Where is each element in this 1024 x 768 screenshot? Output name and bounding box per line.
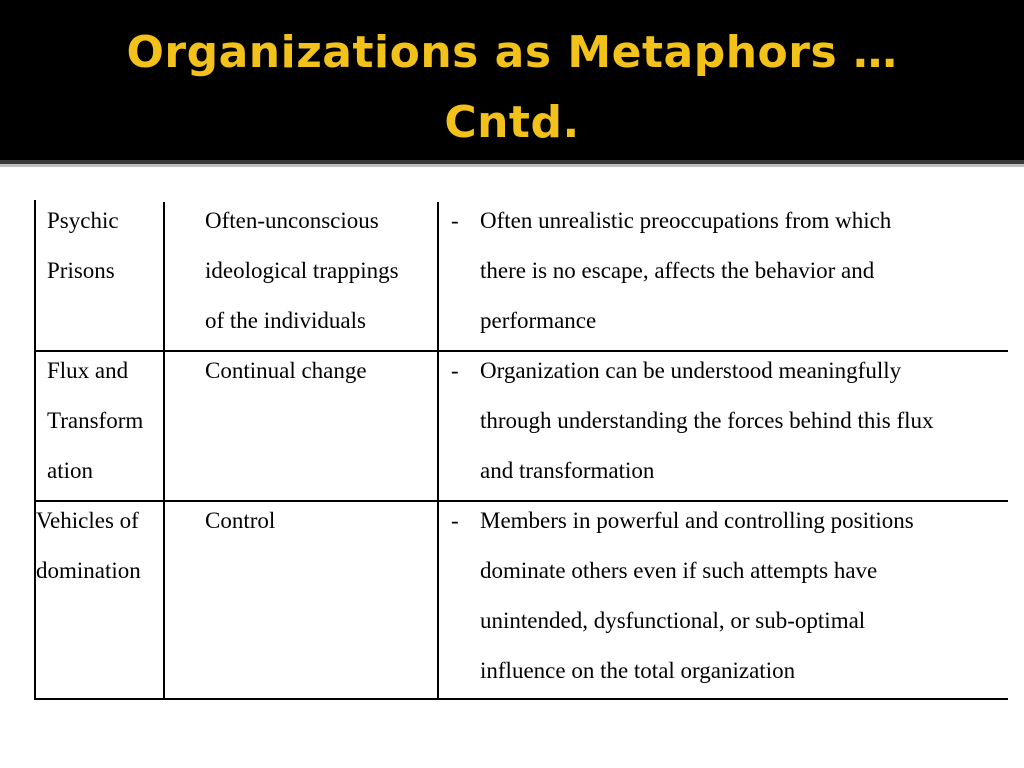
cell-text-line: dominate others even if such attempts have <box>480 558 878 583</box>
cell-text-line: domination <box>36 558 141 583</box>
table-cell-description <box>480 496 914 696</box>
table-cell-metaphor <box>47 346 143 496</box>
slide-title-continued: Cntd. <box>444 97 580 148</box>
cell-text-line: Flux and <box>47 358 129 383</box>
cell-text-line: ation <box>47 458 93 483</box>
table-bottom-border <box>34 698 1008 700</box>
cell-text-line: Often unrealistic preoccupations from which <box>480 208 892 233</box>
table-cell-metaphor <box>47 196 119 296</box>
table-column-divider <box>163 202 165 700</box>
title-divider-shadow <box>0 164 1024 167</box>
table-left-border <box>34 200 36 700</box>
cell-text-line: Control <box>205 508 276 533</box>
table-cell-focus <box>205 346 367 396</box>
cell-text-line: ideological trappings <box>205 258 399 283</box>
bullet-dash: - <box>451 208 459 233</box>
title-bar <box>0 0 1024 160</box>
cell-text-line: Transform <box>47 408 144 433</box>
table-cell-focus <box>205 496 275 546</box>
cell-text-line: Continual change <box>205 358 367 383</box>
cell-text-line: Prisons <box>47 258 115 283</box>
bullet-dash: - <box>451 508 459 533</box>
table-cell-focus <box>205 196 399 346</box>
cell-text-line: Organization can be understood meaningfully <box>480 358 902 383</box>
table-column-divider <box>437 202 439 700</box>
cell-text-line: through understanding the forces behind this flux <box>480 408 934 433</box>
cell-text-line: there is no escape, affects the behavior and <box>480 258 875 283</box>
cell-text-line: influence on the total organization <box>480 658 796 683</box>
slide-title: Organizations as Metaphors … <box>126 27 898 78</box>
table-cell-description <box>480 346 934 496</box>
cell-text-line: unintended, dysfunctional, or sub-optimal <box>480 608 866 633</box>
cell-text-line: Members in powerful and controlling positions <box>480 508 914 533</box>
table-cell-description <box>480 196 891 346</box>
metaphors-table <box>34 200 1008 700</box>
cell-text-line: Psychic <box>47 208 119 233</box>
cell-text-line: Vehicles of <box>36 508 139 533</box>
cell-text-line: and transformation <box>480 458 655 483</box>
cell-text-line: Often-unconscious <box>205 208 379 233</box>
bullet-dash: - <box>451 358 459 383</box>
table-cell-metaphor <box>36 496 141 596</box>
cell-text-line: of the individuals <box>205 308 366 333</box>
cell-text-line: performance <box>480 308 597 333</box>
